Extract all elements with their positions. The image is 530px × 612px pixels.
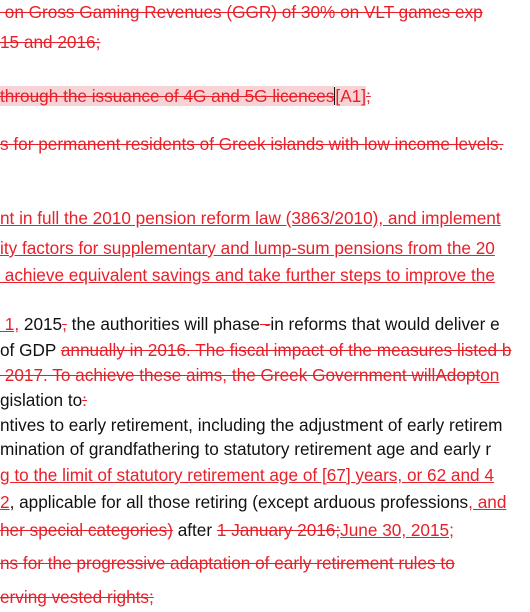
body-text: , applicable for all those retiring (except arduous professions xyxy=(9,492,469,512)
inserted-text: , and xyxy=(468,492,507,512)
document-line[interactable] xyxy=(0,437,530,461)
inserted-text: achieve equivalent savings and take further steps to improve the xyxy=(0,265,495,285)
body-text: after xyxy=(172,520,217,540)
body-text: 2015 xyxy=(19,314,63,334)
deleted-text: - xyxy=(259,314,271,334)
body-text: of GDP xyxy=(0,340,61,360)
document-line[interactable] xyxy=(0,236,530,260)
inserted-text: on xyxy=(480,365,500,385)
body-text: the authorities will phase xyxy=(66,314,260,334)
deleted-text: ; xyxy=(366,86,371,106)
inserted-text: June 30, 2015; xyxy=(340,520,454,540)
document-line[interactable] xyxy=(0,490,530,514)
document-line[interactable] xyxy=(0,363,530,387)
deleted-text: 2017. To achieve these aims, the Greek Government will xyxy=(0,365,436,385)
deleted-text: her special categories) xyxy=(0,520,173,540)
deleted-text: 15 and 2016; xyxy=(0,32,101,52)
body-text: ntives to early retirement, including the adjustment of early retirem xyxy=(0,415,503,435)
deleted-text: s for permanent residents of Greek islands with low income levels. xyxy=(0,134,504,154)
document-line[interactable] xyxy=(0,551,530,575)
body-text: gislation to xyxy=(0,390,83,410)
deleted-text: through the issuance of 4G and 5G licences xyxy=(0,86,335,106)
inserted-text: ity factors for supplementary and lump-sum pensions from the 20 xyxy=(0,238,495,258)
document-line[interactable] xyxy=(0,413,530,437)
document-line[interactable] xyxy=(0,312,530,336)
deleted-text: 1 January 2016; xyxy=(216,520,341,540)
comment-marker[interactable]: [A1] xyxy=(335,86,366,106)
inserted-text: 1, xyxy=(0,314,20,334)
document-line[interactable] xyxy=(0,388,530,412)
deleted-text: : xyxy=(82,390,87,410)
deleted-text: on Gross Gaming Revenues (GGR) of 30% on VLT games exp xyxy=(0,2,483,22)
document-line[interactable] xyxy=(0,132,530,156)
document-line[interactable] xyxy=(0,206,530,230)
document-line[interactable] xyxy=(0,30,530,54)
deleted-text: Adopt xyxy=(435,365,481,385)
document-line[interactable] xyxy=(0,585,530,609)
deleted-text: erving vested rights; xyxy=(0,587,154,607)
document-line[interactable] xyxy=(0,338,530,362)
inserted-text: 2 xyxy=(0,492,10,512)
document-line[interactable] xyxy=(0,84,530,108)
deleted-text: , xyxy=(62,314,67,334)
body-text: mination of grandfathering to statutory retirement age and early r xyxy=(0,439,492,459)
document-line[interactable] xyxy=(0,0,530,24)
document-line[interactable] xyxy=(0,263,530,287)
document-line[interactable] xyxy=(0,518,530,542)
inserted-text: g to the limit of statutory retirement age of [67] years, or 62 and 4 xyxy=(0,465,494,485)
document-line[interactable] xyxy=(0,463,530,487)
deleted-text: ns for the progressive adaptation of early retirement rules to xyxy=(0,553,455,573)
body-text: in reforms that would deliver e xyxy=(270,314,500,334)
inserted-text: nt in full the 2010 pension reform law (3863/2010), and implement xyxy=(0,208,501,228)
deleted-text: annually in 2016. The fiscal impact of the measures listed b xyxy=(60,340,512,360)
